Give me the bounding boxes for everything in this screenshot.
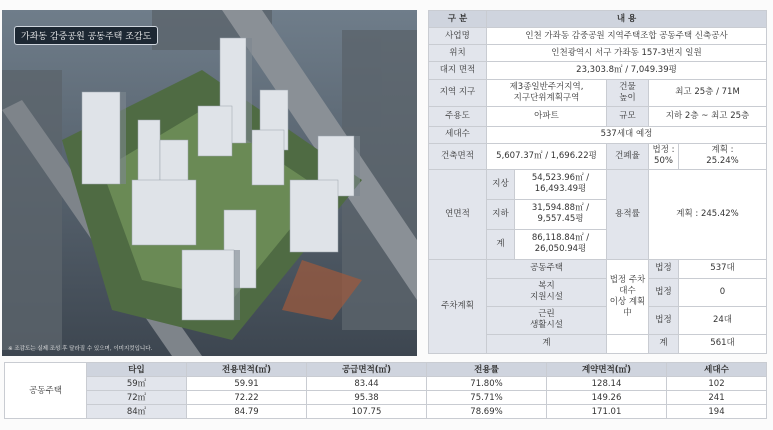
households-value: 537세대 예정 bbox=[487, 126, 767, 143]
below-ground-label: 지하 bbox=[487, 199, 515, 229]
unit-cell: 78.69% bbox=[427, 405, 547, 419]
zone-value bbox=[487, 79, 607, 107]
info-header-value: 내 용 bbox=[487, 11, 767, 28]
parking-r3-val: 24대 bbox=[679, 306, 767, 334]
parking-row2-label-line1: 복지 bbox=[538, 281, 555, 292]
parking-row2-label-line2: 지원시설 bbox=[530, 292, 563, 303]
parking-note bbox=[607, 259, 649, 334]
height-label-line2: 높이 bbox=[619, 92, 636, 103]
table-row bbox=[5, 377, 767, 391]
parking-row4-blank bbox=[607, 334, 649, 353]
coverage-legal bbox=[649, 143, 679, 169]
units-header: 타입 bbox=[87, 363, 187, 377]
unit-cell: 128.14 bbox=[547, 377, 667, 391]
below-ground-line2: 9,557.45평 bbox=[537, 214, 584, 225]
parking-note-line1: 법정 주차대수 bbox=[609, 274, 646, 296]
floor-total-value bbox=[515, 229, 607, 259]
unit-cell: 59.91 bbox=[187, 377, 307, 391]
unit-type-cell: 72㎡ bbox=[87, 391, 187, 405]
building-area-value: 5,607.37㎡ / 1,696.22평 bbox=[487, 143, 607, 169]
units-header: 세대수 bbox=[667, 363, 767, 377]
site-area-value: 23,303.8㎡ / 7,049.39평 bbox=[487, 62, 767, 79]
coverage-label: 건폐율 bbox=[607, 143, 649, 169]
unit-type-cell: 84㎡ bbox=[87, 405, 187, 419]
scale-value: 지하 2층 ~ 최고 25층 bbox=[649, 107, 767, 126]
parking-row3-label-line1: 근린 bbox=[538, 309, 555, 320]
table-row bbox=[5, 391, 767, 405]
unit-cell: 241 bbox=[667, 391, 767, 405]
unit-cell: 72.22 bbox=[187, 391, 307, 405]
unit-cell: 102 bbox=[667, 377, 767, 391]
aerial-illustration bbox=[2, 10, 417, 356]
coverage-plan-line2: 25.24% bbox=[706, 156, 739, 167]
project-name-label: 사업명 bbox=[429, 28, 487, 45]
zone-value-line1: 제3종일반주거지역, bbox=[509, 81, 584, 92]
far-value: 계획 : 245.42% bbox=[649, 169, 767, 259]
parking-r3-sub: 법정 bbox=[649, 306, 679, 334]
far-label: 용적률 bbox=[607, 169, 649, 259]
parking-row4-label: 계 bbox=[487, 334, 607, 353]
use-label: 주용도 bbox=[429, 107, 487, 126]
height-value: 최고 25층 / 71M bbox=[649, 79, 767, 107]
units-header: 전용면적(㎡) bbox=[187, 363, 307, 377]
unit-cell: 71.80% bbox=[427, 377, 547, 391]
above-ground-label: 지상 bbox=[487, 169, 515, 199]
floor-total-line1: 86,118.84㎡ / bbox=[531, 233, 590, 244]
units-row-label: 공동주택 bbox=[5, 363, 87, 419]
parking-r2-sub: 법정 bbox=[649, 278, 679, 306]
floor-total-label: 계 bbox=[487, 229, 515, 259]
scale-label: 규모 bbox=[607, 107, 649, 126]
floor-total-line2: 26,050.94평 bbox=[534, 244, 587, 255]
use-value: 아파트 bbox=[487, 107, 607, 126]
parking-r4-sub: 계 bbox=[649, 334, 679, 353]
parking-r2-val: 0 bbox=[679, 278, 767, 306]
parking-row3-label bbox=[487, 306, 607, 334]
below-ground-line1: 31,594.88㎡ / bbox=[531, 203, 590, 214]
households-label: 세대수 bbox=[429, 126, 487, 143]
project-name-value: 인천 가좌동 감중공원 지역주택조합 공동주택 신축공사 bbox=[487, 28, 767, 45]
above-ground-value bbox=[515, 169, 607, 199]
parking-row3-label-line2: 생활시설 bbox=[530, 320, 563, 331]
units-header: 공급면적(㎡) bbox=[307, 363, 427, 377]
unit-type-table bbox=[4, 362, 767, 419]
info-header-label: 구 분 bbox=[429, 11, 487, 28]
table-row bbox=[5, 405, 767, 419]
unit-cell: 107.75 bbox=[307, 405, 427, 419]
parking-r1-val: 537대 bbox=[679, 259, 767, 278]
unit-cell: 83.44 bbox=[307, 377, 427, 391]
rendering-footnote: ※ 조감도는 실제 조성 후 달라질 수 있으며, 이미지컷입니다. bbox=[8, 346, 153, 352]
zone-label: 지역 지구 bbox=[429, 79, 487, 107]
zone-value-line2: 지구단위계획구역 bbox=[513, 92, 580, 103]
unit-cell: 84.79 bbox=[187, 405, 307, 419]
site-area-label: 대지 면적 bbox=[429, 62, 487, 79]
coverage-legal-line1: 법정 : bbox=[652, 145, 675, 156]
parking-note-line2: 이상 계획 中 bbox=[609, 296, 646, 318]
units-header: 전용률 bbox=[427, 363, 547, 377]
above-ground-line1: 54,523.96㎡ / bbox=[531, 173, 590, 184]
parking-r1-sub: 법정 bbox=[649, 259, 679, 278]
location-label: 위치 bbox=[429, 45, 487, 62]
aerial-rendering bbox=[2, 10, 417, 356]
below-ground-value bbox=[515, 199, 607, 229]
floor-area-label: 연면적 bbox=[429, 169, 487, 259]
unit-cell: 95.38 bbox=[307, 391, 427, 405]
parking-r4-val: 561대 bbox=[679, 334, 767, 353]
height-label bbox=[607, 79, 649, 107]
parking-row1-label: 공동주택 bbox=[487, 259, 607, 278]
coverage-plan bbox=[679, 143, 767, 169]
units-header: 계약면적(㎡) bbox=[547, 363, 667, 377]
unit-type-cell: 59㎡ bbox=[87, 377, 187, 391]
parking-row2-label bbox=[487, 278, 607, 306]
unit-cell: 149.26 bbox=[547, 391, 667, 405]
location-value: 인천광역시 서구 가좌동 157-3번지 일원 bbox=[487, 45, 767, 62]
building-area-label: 건축면적 bbox=[429, 143, 487, 169]
rendering-caption: 가좌동 감중공원 공동주택 조감도 bbox=[14, 26, 158, 45]
coverage-plan-line1: 계획 : bbox=[711, 145, 734, 156]
height-label-line1: 건물 bbox=[619, 81, 636, 92]
above-ground-line2: 16,493.49평 bbox=[534, 184, 587, 195]
project-info-table bbox=[428, 10, 767, 354]
unit-cell: 171.01 bbox=[547, 405, 667, 419]
unit-cell: 75.71% bbox=[427, 391, 547, 405]
parking-label: 주차계획 bbox=[429, 259, 487, 353]
unit-cell: 194 bbox=[667, 405, 767, 419]
coverage-legal-line2: 50% bbox=[654, 156, 673, 167]
